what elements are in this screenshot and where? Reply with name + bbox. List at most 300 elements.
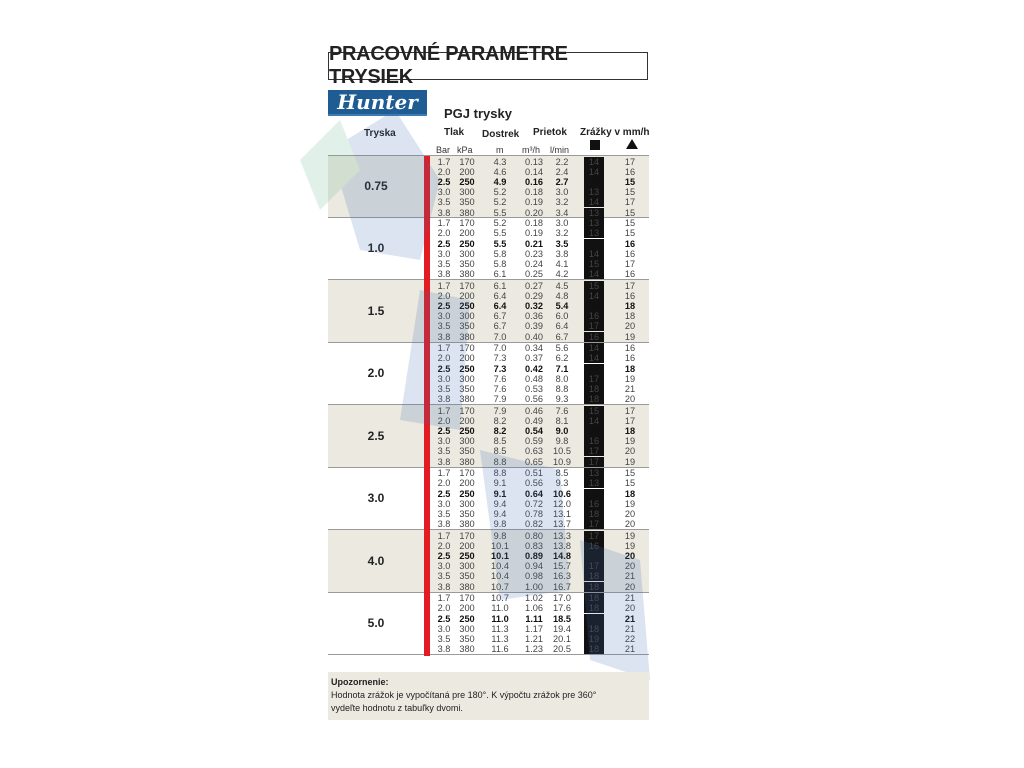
table-row — [328, 364, 649, 374]
pressure-kpa-cell: 250 — [459, 363, 475, 374]
precip-triangle-cell: 22 — [624, 633, 636, 644]
precip-square-cell: 18 — [584, 603, 604, 613]
precip-square-cell: 14 — [584, 343, 604, 353]
pressure-bar-cell: 1.7 — [437, 405, 451, 416]
table-row — [328, 436, 649, 446]
precip-square-cell: 14 — [584, 353, 604, 363]
table-row — [328, 603, 649, 613]
pressure-kpa-cell: 170 — [459, 156, 475, 167]
table-row — [328, 426, 649, 436]
table-row — [328, 582, 649, 592]
flow-m3h-cell: 0.54 — [525, 426, 543, 436]
radius-m-cell: 8.8 — [493, 468, 507, 479]
pressure-kpa-cell: 300 — [459, 248, 475, 259]
precip-triangle-cell: 19 — [624, 540, 636, 551]
nozzle-size: 1.0 — [367, 241, 385, 256]
pressure-kpa-cell: 250 — [459, 301, 475, 311]
flow-m3h-cell: 0.64 — [525, 488, 543, 499]
precip-triangle-cell: 20 — [624, 519, 636, 530]
flow-lmin-cell: 16.3 — [553, 571, 571, 582]
flow-lmin-cell: 6.7 — [555, 331, 569, 342]
pressure-kpa-cell: 200 — [459, 353, 475, 364]
flow-lmin-cell: 16.7 — [553, 581, 571, 592]
header-radius: Dostrek — [482, 129, 520, 140]
precip-triangle-cell: 15 — [624, 478, 636, 489]
table-row — [328, 281, 649, 291]
table-row — [328, 228, 649, 238]
pressure-bar-cell: 3.5 — [437, 321, 451, 332]
pressure-bar-cell: 3.5 — [437, 258, 451, 269]
flow-lmin-cell: 10.5 — [553, 446, 571, 457]
radius-m-cell: 10.1 — [491, 540, 509, 551]
precip-triangle-cell: 18 — [624, 311, 636, 322]
radius-m-cell: 10.4 — [491, 571, 509, 582]
pressure-bar-cell: 2.0 — [437, 540, 451, 551]
pressure-kpa-cell: 380 — [459, 644, 475, 655]
pressure-bar-cell: 3.0 — [437, 187, 451, 198]
pressure-kpa-cell: 350 — [459, 383, 475, 394]
precip-triangle-cell: 16 — [624, 248, 636, 259]
flow-m3h-cell: 1.21 — [525, 633, 543, 644]
precip-square-cell: 17 — [584, 531, 604, 541]
radius-m-cell: 11.0 — [491, 613, 509, 624]
precip-square-cell: 16 — [584, 301, 604, 311]
pressure-kpa-cell: 250 — [459, 551, 475, 561]
precip-square-cell: 14 — [584, 239, 604, 249]
pressure-kpa-cell: 200 — [459, 478, 475, 489]
pressure-kpa-cell: 350 — [459, 446, 475, 457]
pressure-kpa-cell: 170 — [459, 593, 475, 604]
pressure-bar-cell: 2.0 — [437, 228, 451, 239]
flow-lmin-cell: 13.3 — [553, 530, 571, 541]
flow-lmin-cell: 20.5 — [553, 644, 571, 655]
pressure-bar-cell: 3.0 — [437, 498, 451, 509]
precip-triangle-cell: 21 — [624, 613, 636, 624]
pressure-kpa-cell: 380 — [459, 581, 475, 592]
flow-m3h-cell: 0.94 — [525, 561, 543, 572]
pressure-bar-cell: 1.7 — [437, 218, 451, 229]
radius-m-cell: 10.7 — [491, 593, 509, 604]
pressure-kpa-cell: 250 — [459, 488, 475, 499]
radius-m-cell: 7.6 — [493, 373, 507, 384]
radius-m-cell: 6.4 — [493, 301, 507, 311]
pressure-kpa-cell: 350 — [459, 321, 475, 332]
radius-m-cell: 5.8 — [493, 248, 507, 259]
pressure-bar-cell: 3.8 — [437, 269, 451, 280]
radius-m-cell: 5.2 — [493, 197, 507, 208]
red-accent-bar — [424, 156, 430, 656]
flow-lmin-cell: 3.8 — [555, 248, 569, 259]
radius-m-cell: 5.5 — [493, 238, 507, 249]
nozzle-group — [328, 280, 649, 343]
pressure-kpa-cell: 300 — [459, 187, 475, 198]
radius-m-cell: 11.3 — [491, 633, 509, 644]
flow-m3h-cell: 0.27 — [525, 280, 543, 291]
precip-triangle-cell: 18 — [624, 488, 636, 499]
pressure-kpa-cell: 350 — [459, 508, 475, 519]
flow-lmin-cell: 2.7 — [555, 177, 569, 187]
pressure-kpa-cell: 200 — [459, 166, 475, 177]
flow-m3h-cell: 0.19 — [525, 197, 543, 208]
pressure-bar-cell: 2.5 — [437, 238, 451, 249]
pressure-kpa-cell: 170 — [459, 468, 475, 479]
precip-square-cell: 13 — [584, 478, 604, 488]
precip-triangle-cell: 19 — [624, 436, 636, 447]
precip-square-cell: 13 — [584, 208, 604, 218]
pressure-bar-cell: 2.0 — [437, 353, 451, 364]
table-row — [328, 593, 649, 603]
flow-m3h-cell: 0.89 — [525, 551, 543, 561]
pressure-bar-cell: 1.7 — [437, 280, 451, 291]
flow-lmin-cell: 9.3 — [555, 394, 569, 405]
flow-m3h-cell: 0.37 — [525, 353, 543, 364]
radius-m-cell: 9.4 — [493, 498, 507, 509]
precip-square-cell: 14 — [584, 269, 604, 279]
table-row — [328, 571, 649, 581]
radius-m-cell: 5.8 — [493, 258, 507, 269]
pressure-bar-cell: 3.0 — [437, 311, 451, 322]
flow-m3h-cell: 0.65 — [525, 456, 543, 467]
nozzle-group — [328, 530, 649, 593]
flow-m3h-cell: 1.23 — [525, 644, 543, 655]
precip-square-cell: 18 — [584, 551, 604, 561]
precip-square-cell: 16 — [584, 311, 604, 321]
flow-m3h-cell: 0.78 — [525, 508, 543, 519]
pressure-bar-cell: 2.0 — [437, 415, 451, 426]
pressure-kpa-cell: 380 — [459, 519, 475, 530]
precip-square-cell: 18 — [584, 571, 604, 581]
pressure-bar-cell: 3.5 — [437, 633, 451, 644]
table-row — [328, 457, 649, 467]
radius-m-cell: 7.0 — [493, 343, 507, 354]
nozzle-group — [328, 593, 649, 656]
precip-square-cell: 18 — [584, 593, 604, 603]
flow-m3h-cell: 0.34 — [525, 343, 543, 354]
precip-square-cell: 17 — [584, 446, 604, 456]
table-row — [328, 167, 649, 177]
radius-m-cell: 8.5 — [493, 446, 507, 457]
flow-m3h-cell: 0.63 — [525, 446, 543, 457]
table-row — [328, 416, 649, 426]
precip-square-cell: 14 — [584, 249, 604, 259]
pressure-bar-cell: 3.8 — [437, 456, 451, 467]
precip-square-cell: 14 — [584, 291, 604, 301]
table-row — [328, 394, 649, 404]
table-row — [328, 551, 649, 561]
precip-triangle-cell: 18 — [624, 363, 636, 374]
table-row — [328, 384, 649, 394]
table-row — [328, 634, 649, 644]
table-row — [328, 614, 649, 624]
pressure-bar-cell: 2.5 — [437, 363, 451, 374]
pressure-bar-cell: 3.8 — [437, 207, 451, 218]
precip-square-cell: 18 — [584, 384, 604, 394]
nozzle-group — [328, 405, 649, 468]
header-precipitation: Zrážky v mm/h — [580, 127, 650, 138]
radius-m-cell: 9.8 — [493, 530, 507, 541]
flow-lmin-cell: 15.7 — [553, 561, 571, 572]
pressure-kpa-cell: 300 — [459, 561, 475, 572]
flow-lmin-cell: 6.4 — [555, 321, 569, 332]
precip-square-cell: 15 — [584, 259, 604, 269]
pressure-bar-cell: 2.5 — [437, 177, 451, 187]
precip-triangle-cell: 20 — [624, 394, 636, 405]
pressure-bar-cell: 3.5 — [437, 446, 451, 457]
pressure-bar-cell: 2.5 — [437, 613, 451, 624]
table-row — [328, 489, 649, 499]
flow-m3h-cell: 0.23 — [525, 248, 543, 259]
table-row — [328, 249, 649, 259]
header-flow: Prietok — [533, 127, 567, 138]
pressure-kpa-cell: 300 — [459, 311, 475, 322]
flow-lmin-cell: 5.6 — [555, 343, 569, 354]
radius-m-cell: 7.9 — [493, 405, 507, 416]
flow-lmin-cell: 3.0 — [555, 187, 569, 198]
radius-m-cell: 11.3 — [491, 623, 509, 634]
pressure-bar-cell: 2.0 — [437, 290, 451, 301]
table-row — [328, 197, 649, 207]
note-title: Upozornenie: — [331, 677, 389, 687]
precip-square-cell: 16 — [584, 332, 604, 342]
precip-triangle-cell: 21 — [624, 571, 636, 582]
precip-square-cell: 16 — [584, 426, 604, 436]
precip-triangle-cell: 20 — [624, 508, 636, 519]
flow-m3h-cell: 0.59 — [525, 436, 543, 447]
flow-lmin-cell: 2.4 — [555, 166, 569, 177]
pressure-bar-cell: 1.7 — [437, 343, 451, 354]
precip-square-cell: 13 — [584, 228, 604, 238]
precip-square-cell: 13 — [584, 187, 604, 197]
precip-square-cell: 18 — [584, 582, 604, 592]
radius-m-cell: 8.8 — [493, 456, 507, 467]
flow-m3h-cell: 0.56 — [525, 394, 543, 405]
unit-m3h: m³/h — [522, 145, 540, 155]
flow-lmin-cell: 10.6 — [553, 488, 571, 499]
precip-triangle-cell: 15 — [624, 468, 636, 479]
precip-triangle-cell: 20 — [624, 603, 636, 614]
flow-m3h-cell: 0.46 — [525, 405, 543, 416]
pressure-kpa-cell: 380 — [459, 331, 475, 342]
nozzle-size: 2.0 — [367, 366, 385, 381]
table-row — [328, 208, 649, 218]
pressure-kpa-cell: 250 — [459, 426, 475, 436]
precip-triangle-cell: 17 — [624, 197, 636, 208]
pressure-kpa-cell: 170 — [459, 343, 475, 354]
table-row — [328, 499, 649, 509]
precip-triangle-cell: 19 — [624, 331, 636, 342]
table-row — [328, 332, 649, 342]
flow-m3h-cell: 1.00 — [525, 581, 543, 592]
pressure-kpa-cell: 250 — [459, 177, 475, 187]
precip-triangle-cell: 17 — [624, 258, 636, 269]
radius-m-cell: 6.1 — [493, 280, 507, 291]
pressure-bar-cell: 3.0 — [437, 623, 451, 634]
table-row — [328, 353, 649, 363]
nozzle-group — [328, 343, 649, 406]
table-row — [328, 624, 649, 634]
pressure-kpa-cell: 200 — [459, 540, 475, 551]
pressure-kpa-cell: 300 — [459, 623, 475, 634]
precip-triangle-cell: 16 — [624, 166, 636, 177]
pressure-kpa-cell: 170 — [459, 218, 475, 229]
precip-square-cell: 16 — [584, 499, 604, 509]
precip-triangle-cell: 16 — [624, 343, 636, 354]
precip-square-cell: 16 — [584, 436, 604, 446]
flow-m3h-cell: 0.18 — [525, 187, 543, 198]
radius-m-cell: 9.1 — [493, 488, 507, 499]
pressure-bar-cell: 3.0 — [437, 561, 451, 572]
table-row — [328, 519, 649, 529]
pressure-kpa-cell: 200 — [459, 228, 475, 239]
pressure-kpa-cell: 380 — [459, 207, 475, 218]
precip-triangle-cell: 15 — [624, 207, 636, 218]
radius-m-cell: 5.5 — [493, 228, 507, 239]
pressure-kpa-cell: 170 — [459, 405, 475, 416]
precip-triangle-cell: 19 — [624, 530, 636, 541]
table-row — [328, 446, 649, 456]
precip-triangle-cell: 20 — [624, 551, 636, 561]
flow-lmin-cell: 9.0 — [555, 426, 569, 436]
unit-lmin: l/min — [550, 145, 570, 155]
flow-lmin-cell: 3.2 — [555, 228, 569, 239]
table-row — [328, 301, 649, 311]
pressure-bar-cell: 2.5 — [437, 426, 451, 436]
flow-lmin-cell: 4.2 — [555, 269, 569, 280]
radius-m-cell: 4.9 — [493, 177, 507, 187]
precip-square-cell: 17 — [584, 561, 604, 571]
table-row — [328, 269, 649, 279]
precip-triangle-cell: 21 — [624, 644, 636, 655]
table-row — [328, 406, 649, 416]
flow-lmin-cell: 7.1 — [555, 363, 569, 374]
radius-m-cell: 11.6 — [491, 644, 509, 655]
pressure-kpa-cell: 250 — [459, 238, 475, 249]
flow-m3h-cell: 0.36 — [525, 311, 543, 322]
table-row — [328, 644, 649, 654]
triangle-pattern-icon — [626, 139, 638, 149]
flow-lmin-cell: 4.8 — [555, 290, 569, 301]
pressure-bar-cell: 2.5 — [437, 551, 451, 561]
pressure-bar-cell: 3.8 — [437, 331, 451, 342]
pressure-bar-cell: 3.0 — [437, 436, 451, 447]
radius-m-cell: 11.0 — [491, 603, 509, 614]
radius-m-cell: 10.1 — [491, 551, 509, 561]
flow-lmin-cell: 3.4 — [555, 207, 569, 218]
radius-m-cell: 4.6 — [493, 166, 507, 177]
pressure-kpa-cell: 350 — [459, 571, 475, 582]
radius-m-cell: 6.1 — [493, 269, 507, 280]
radius-m-cell: 10.4 — [491, 561, 509, 572]
precip-square-cell: 14 — [584, 167, 604, 177]
flow-m3h-cell: 0.39 — [525, 321, 543, 332]
pressure-bar-cell: 3.5 — [437, 508, 451, 519]
radius-m-cell: 7.0 — [493, 331, 507, 342]
flow-lmin-cell: 7.6 — [555, 405, 569, 416]
radius-m-cell: 6.7 — [493, 321, 507, 332]
pressure-bar-cell: 3.8 — [437, 394, 451, 405]
radius-m-cell: 6.4 — [493, 290, 507, 301]
flow-lmin-cell: 18.5 — [553, 613, 571, 624]
table-row — [328, 478, 649, 488]
precip-triangle-cell: 21 — [624, 383, 636, 394]
flow-lmin-cell: 3.5 — [555, 238, 569, 249]
page-title: PRACOVNÉ PARAMETRE TRYSIEK — [328, 52, 648, 80]
radius-m-cell: 10.7 — [491, 581, 509, 592]
pressure-bar-cell: 3.0 — [437, 248, 451, 259]
flow-lmin-cell: 17.0 — [553, 593, 571, 604]
table-row — [328, 321, 649, 331]
flow-m3h-cell: 0.56 — [525, 478, 543, 489]
pressure-kpa-cell: 380 — [459, 394, 475, 405]
radius-m-cell: 8.5 — [493, 436, 507, 447]
flow-m3h-cell: 0.98 — [525, 571, 543, 582]
note-line-2: vydeľte hodnotu z tabuľky dvomi. — [331, 703, 463, 713]
precip-triangle-cell: 17 — [624, 280, 636, 291]
pressure-bar-cell: 3.8 — [437, 581, 451, 592]
table-row — [328, 239, 649, 249]
flow-m3h-cell: 0.20 — [525, 207, 543, 218]
nozzle-size: 5.0 — [367, 616, 385, 631]
flow-m3h-cell: 0.32 — [525, 301, 543, 311]
precip-square-cell: 18 — [584, 644, 604, 654]
pressure-kpa-cell: 300 — [459, 373, 475, 384]
precip-square-cell: 17 — [584, 374, 604, 384]
pressure-bar-cell: 2.0 — [437, 478, 451, 489]
radius-m-cell: 5.5 — [493, 207, 507, 218]
flow-lmin-cell: 4.1 — [555, 258, 569, 269]
radius-m-cell: 8.2 — [493, 415, 507, 426]
precip-triangle-cell: 20 — [624, 321, 636, 332]
pressure-kpa-cell: 170 — [459, 280, 475, 291]
precip-square-cell: 17 — [584, 519, 604, 529]
flow-lmin-cell: 13.1 — [553, 508, 571, 519]
flow-m3h-cell: 0.19 — [525, 228, 543, 239]
radius-m-cell: 6.7 — [493, 311, 507, 322]
pressure-bar-cell: 1.7 — [437, 530, 451, 541]
pressure-bar-cell: 3.8 — [437, 644, 451, 655]
flow-lmin-cell: 10.9 — [553, 456, 571, 467]
pressure-bar-cell: 3.8 — [437, 519, 451, 530]
flow-m3h-cell: 0.24 — [525, 258, 543, 269]
product-label: PGJ trysky — [444, 106, 512, 121]
table-row — [328, 561, 649, 571]
precip-square-cell: 14 — [584, 157, 604, 167]
nozzle-group — [328, 155, 649, 218]
pressure-bar-cell: 3.5 — [437, 383, 451, 394]
table-row — [328, 541, 649, 551]
flow-m3h-cell: 0.18 — [525, 218, 543, 229]
flow-lmin-cell: 8.8 — [555, 383, 569, 394]
pressure-kpa-cell: 380 — [459, 269, 475, 280]
pressure-kpa-cell: 350 — [459, 633, 475, 644]
square-pattern-icon — [590, 140, 600, 150]
flow-m3h-cell: 0.80 — [525, 530, 543, 541]
precip-triangle-cell: 21 — [624, 593, 636, 604]
nozzle-size: 0.75 — [364, 179, 388, 194]
precip-triangle-cell: 19 — [624, 373, 636, 384]
flow-lmin-cell: 8.5 — [555, 468, 569, 479]
table-row — [328, 187, 649, 197]
unit-kpa: kPa — [457, 145, 473, 155]
nozzle-group — [328, 468, 649, 531]
radius-m-cell: 8.2 — [493, 426, 507, 436]
flow-m3h-cell: 0.13 — [525, 156, 543, 167]
flow-m3h-cell: 1.17 — [525, 623, 543, 634]
flow-lmin-cell: 2.2 — [555, 156, 569, 167]
table-row — [328, 509, 649, 519]
flow-lmin-cell: 8.1 — [555, 415, 569, 426]
precip-triangle-cell: 18 — [624, 426, 636, 436]
